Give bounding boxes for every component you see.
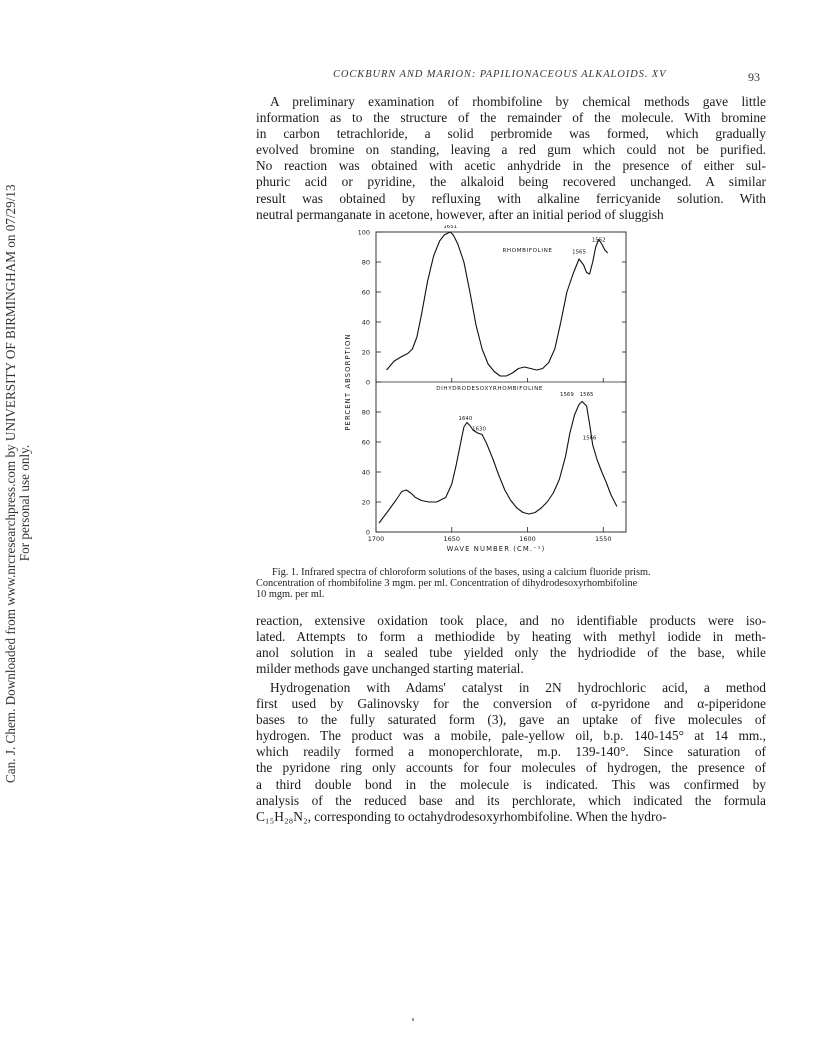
scan-speck xyxy=(412,1018,414,1021)
text-line: A preliminary examination of rhombifoline by chemical methods gave little xyxy=(270,94,766,109)
text-line: lated. Attempts to form a methiodide by heating with methyl iodide in meth- xyxy=(256,629,766,645)
y-tick-label: 0 xyxy=(365,528,370,537)
peak-label: 1630 xyxy=(472,426,486,433)
peak-label: 1569 xyxy=(560,392,574,398)
text-line: C₁₅H₂₈N₂, corresponding to octahydrodesoxyrhombifoline. When the hydro- xyxy=(256,808,667,824)
y-tick-label: 80 xyxy=(361,408,370,417)
x-tick-label: 1550 xyxy=(594,535,612,543)
text-line: anol solution in a sealed tube yielded only the hydriodide of the base, while xyxy=(256,645,766,661)
y-axis-title: PERCENT ABSORPTION xyxy=(344,333,352,431)
text-line: in carbon tetrachloride, a solid perbromide was formed, which gradually xyxy=(256,126,766,142)
page-number: 93 xyxy=(748,70,760,84)
panel-title: RHOMBIFOLINE xyxy=(502,248,553,254)
peak-label: 1565 xyxy=(579,392,594,398)
text-line: phuric acid or pyridine, the alkaloid being recovered unchanged. A similar xyxy=(256,174,766,190)
y-tick-label: 60 xyxy=(361,438,370,447)
download-watermark xyxy=(3,184,32,783)
peak-label: 1640 xyxy=(458,416,473,422)
watermark-line-2: For personal use only. xyxy=(17,444,32,562)
text-line: which readily formed a monoperchlorate, m.p. 139-140°. Since saturation of xyxy=(256,744,766,760)
text-line: a third double bond in the molecule is indicated. This was confirmed by xyxy=(256,776,766,792)
y-tick-label: 80 xyxy=(361,258,370,267)
text-line: hydrogen. The product was a mobile, pale-yellow oil, b.p. 140-145° at 14 mm., xyxy=(256,728,766,744)
y-tick-label: 100 xyxy=(357,228,370,237)
text-line: bases to the fully saturated form (3), gave an uptake of five molecules of xyxy=(256,712,766,728)
peak-label: 1651 xyxy=(443,225,458,230)
infrared-spectrum-figure xyxy=(330,225,640,558)
watermark-line-1: Can. J. Chem. Downloaded from www.nrcresearchpress.com by UNIVERSITY OF BIRMINGHAM on 07/29/13 xyxy=(3,184,18,783)
y-tick-label: 20 xyxy=(361,498,370,507)
y-tick-label: 40 xyxy=(361,468,370,477)
spectrum-series-line xyxy=(379,402,617,524)
peak-label: 1566 xyxy=(582,435,597,442)
panel-title: DIHYDRODESOXYRHOMBIFOLINE xyxy=(436,386,544,392)
y-tick-label: 60 xyxy=(361,288,370,297)
text-line: evolved bromine on standing, leaving a red gum which could not be purified. xyxy=(256,142,766,158)
y-tick-label: 20 xyxy=(361,348,370,357)
x-axis-title: WAVE NUMBER (CM.⁻¹) xyxy=(446,545,546,553)
paragraph-bottom-2 xyxy=(256,680,766,825)
text-line: No reaction was obtained with acetic anhydride in the presence of either sul- xyxy=(256,158,766,174)
y-tick-label: 0 xyxy=(365,378,370,387)
figure-caption xyxy=(256,567,766,600)
caption-line: 10 mgm. per ml. xyxy=(256,589,325,600)
text-line: information as to the structure of the remainder of the molecule. With bromine xyxy=(256,110,766,126)
spectrum-plot xyxy=(330,225,640,553)
text-line: Hydrogenation with Adams' catalyst in 2N hydrochloric acid, a method xyxy=(270,680,766,695)
paragraph-top xyxy=(256,94,766,223)
text-line: neutral permanganate in acetone, however, after an initial period of sluggish xyxy=(256,206,664,222)
text-line: analysis of the reduced base and its perchlorate, which indicated the formula xyxy=(256,792,766,808)
x-tick-label: 1700 xyxy=(367,535,385,543)
x-tick-label: 1600 xyxy=(519,535,536,543)
text-line: result was obtained by refluxing with alkaline ferricyanide solution. With xyxy=(256,190,766,206)
paragraph-bottom-1 xyxy=(256,613,766,677)
peak-label: 1565 xyxy=(572,249,586,256)
x-tick-label: 1650 xyxy=(443,535,461,543)
peak-label: 1552 xyxy=(591,237,606,244)
caption-line: Concentration of rhombifoline 3 mgm. per ml. Concentration of dihydrodesoxyrhombifoline xyxy=(256,578,638,589)
running-head: COCKBURN AND MARION: PAPILIONACEOUS ALKALOIDS. XV xyxy=(333,69,667,80)
text-line: milder methods gave unchanged starting material. xyxy=(256,661,524,677)
text-line: first used by Galinovsky for the conversion of α-pyridone and α-piperidone xyxy=(256,696,766,712)
caption-line: Fig. 1. Infrared spectra of chloroform solutions of the bases, using a calcium fluoride prism. xyxy=(272,567,651,578)
text-line: reaction, extensive oxidation took place, and no identifiable products were iso- xyxy=(256,613,766,628)
text-line: the pyridone ring only accounts for four molecules of hydrogen, the presence of xyxy=(256,760,766,776)
y-tick-label: 40 xyxy=(361,318,370,327)
